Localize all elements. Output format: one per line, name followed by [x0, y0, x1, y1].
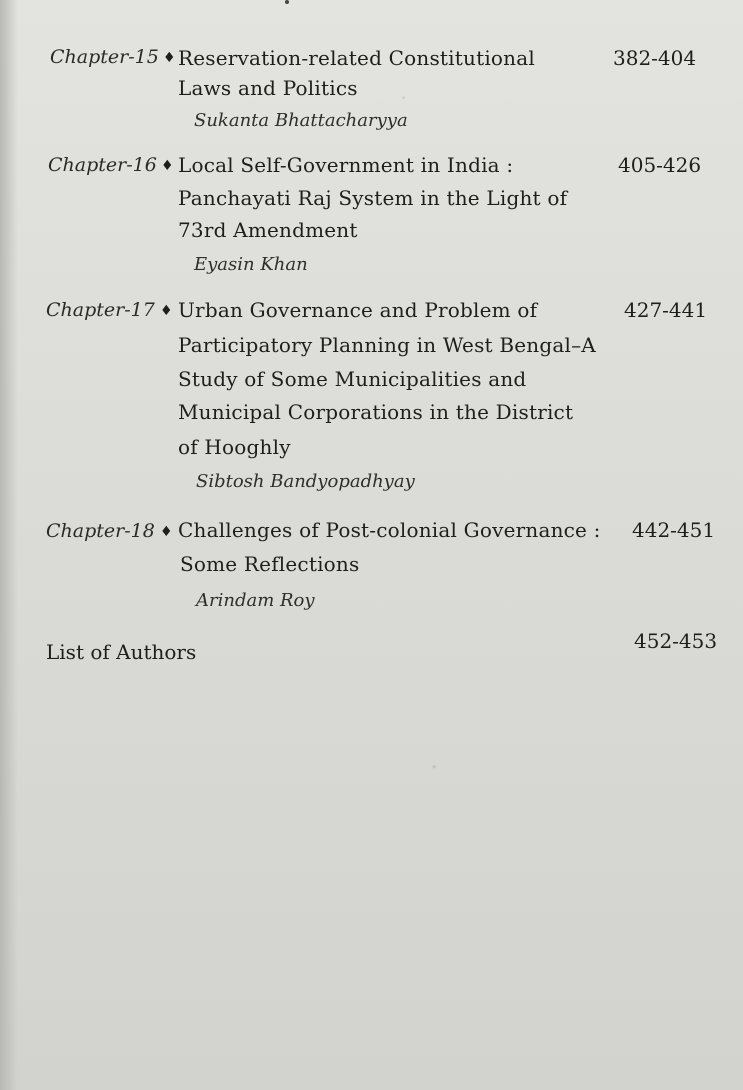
chapter-title-line: Urban Governance and Problem of — [178, 298, 538, 322]
page-range: 405-426 — [618, 153, 702, 177]
chapter-title-line: Municipal Corporations in the District — [178, 400, 574, 424]
chapter-label: Chapter-16 — [48, 154, 157, 176]
chapter-author: Eyasin Khan — [194, 254, 308, 275]
diamond-bullet-icon: ♦ — [161, 158, 174, 174]
chapter-title-line: Laws and Politics — [178, 76, 358, 100]
chapter-title-line: of Hooghly — [178, 435, 291, 459]
page-gutter-shadow — [0, 0, 18, 1090]
chapter-author: Sibtosh Bandyopadhyay — [196, 471, 415, 492]
chapter-label: Chapter-17 — [46, 299, 155, 321]
chapter-label: Chapter-15 — [50, 46, 159, 68]
chapter-author: Sukanta Bhattacharyya — [194, 110, 408, 131]
chapter-label: Chapter-18 — [46, 520, 155, 542]
page-range: 382-404 — [613, 46, 697, 70]
diamond-bullet-icon: ♦ — [160, 303, 173, 319]
chapter-title-line: Reservation-related Constitutional — [178, 46, 535, 70]
chapter-author: Arindam Roy — [196, 590, 315, 611]
chapter-title-line: 73rd Amendment — [178, 218, 358, 242]
chapter-title-line: Panchayati Raj System in the Light of — [178, 186, 568, 210]
list-of-authors-label: List of Authors — [46, 640, 197, 664]
chapter-title-line: Challenges of Post-colonial Governance : — [178, 518, 601, 542]
page-speck — [285, 0, 289, 4]
diamond-bullet-icon: ♦ — [163, 50, 176, 66]
chapter-title-line: Study of Some Municipalities and — [178, 367, 527, 391]
page-range: 452-453 — [634, 629, 718, 653]
bleed-through-texture: . . — [400, 80, 439, 775]
chapter-title-line: Local Self-Government in India : — [178, 153, 514, 177]
page-range: 442-451 — [632, 518, 716, 542]
chapter-title-line: Participatory Planning in West Bengal–A — [178, 333, 596, 357]
page-range: 427-441 — [624, 298, 708, 322]
chapter-title-line: Some Reflections — [180, 552, 360, 576]
diamond-bullet-icon: ♦ — [160, 524, 173, 540]
